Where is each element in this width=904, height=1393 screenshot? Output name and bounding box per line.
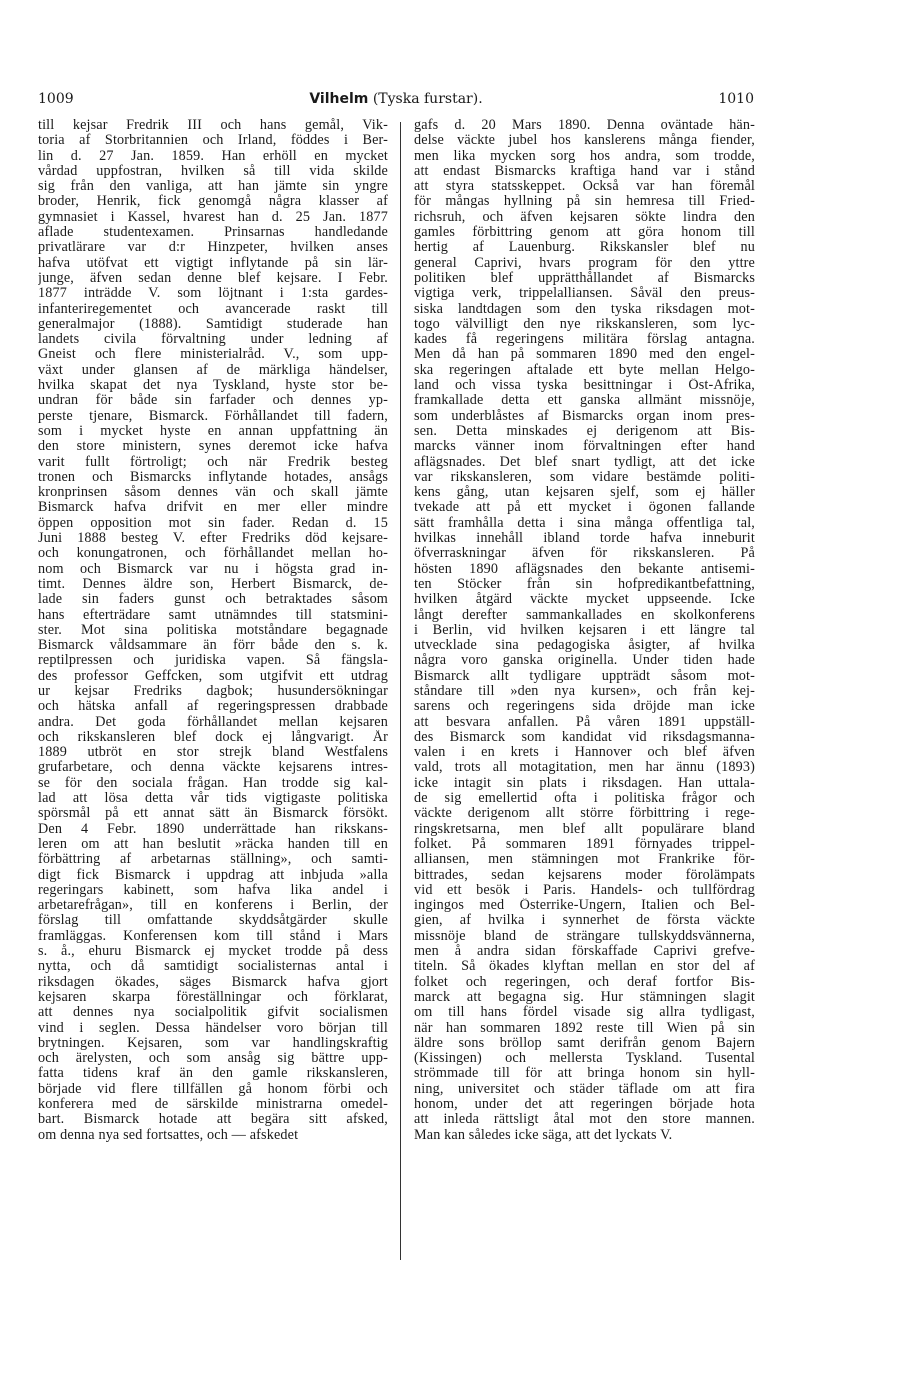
text-line: gien, af hvilka i synnerhet de första väckte	[414, 913, 755, 929]
text-line: var rikskansleren, som vidare bestämde politi-	[414, 469, 755, 485]
text-line: s. å., ehuru Bismarck ej mycket trodde på dess	[38, 944, 388, 960]
text-line: i Berlin, vid hvilken kejsaren i ett längre tal	[414, 622, 755, 638]
text-line: att besvara anfallen. På våren 1891 uppställ-	[414, 714, 755, 730]
text-line: ning, universitet och städer täflade om att fira	[414, 1081, 755, 1097]
text-line: landets civila förvaltning under ledning af	[38, 332, 388, 348]
text-line: ur kejsar Fredriks dagbok; husundersökningar	[38, 683, 388, 699]
running-title	[38, 88, 754, 110]
text-line: folket. På sommaren 1891 förnyades trippel-	[414, 836, 755, 852]
text-line: att inleda rättsligt åtal mot den store mannen.	[414, 1112, 755, 1128]
text-line: fatta tidens kraf än den gamle rikskansleren,	[38, 1066, 388, 1082]
text-line: icke intagit sin plats i riksdagen. Han uttala-	[414, 775, 755, 791]
text-line: ringskretsarna, men blef allt populärare bland	[414, 821, 755, 837]
text-line: timt. Dennes äldre son, Herbert Bismarck, de-	[38, 576, 388, 592]
text-line: marck att begagna sig. Hur stämningen slagit	[414, 989, 755, 1005]
text-line: förbättring af arbetarnas ställning», och samti-	[38, 852, 388, 868]
text-line: att styra statsskeppet. Också var han föremål	[414, 179, 755, 195]
text-line: strömmade till för att bringa honom sin hyll-	[414, 1066, 755, 1082]
text-line: brytningen. Kejsaren, som var handlingskraftig	[38, 1035, 388, 1051]
text-line: nytta, och då samtidigt socialisternas antal i	[38, 959, 388, 975]
text-line: Bismarck hafva drifvit en mer eller mindre	[38, 500, 388, 516]
text-line: ten Stöcker från sin hofpredikantbefattning,	[414, 576, 755, 592]
text-line: privatlärare var d:r Hinzpeter, hvilken anses	[38, 240, 388, 256]
text-line: broder, Henrik, fick genomgå några klasser af	[38, 194, 388, 210]
text-line: för mångas hyllning på sin hemresa till Fried-	[414, 194, 755, 210]
text-line: Men då han på sommaren 1890 med den engel-	[414, 347, 755, 363]
page-header	[38, 88, 754, 110]
text-line: började vid flere tillfällen gå honom förbi och	[38, 1081, 388, 1097]
text-line: kronprinsen såsom dennes vän och skall jämte	[38, 485, 388, 501]
text-line: alliansen, men stämningen mot Frankrike för-	[414, 852, 755, 868]
text-line: se för den sociala frågan. Han trodde sig kal-	[38, 775, 388, 791]
text-line: vid ett besök i Paris. Handels- och tullfördrag	[414, 882, 755, 898]
page-number-left: 1009	[38, 91, 74, 107]
text-line: hvilka skapat det nya Tyskland, hyste stor be-	[38, 378, 388, 394]
text-line: folket och regeringen, och deraf fortfor Bis-	[414, 974, 755, 990]
text-line: ska regeringen aftalade ett byte mellan Helgo-	[414, 362, 755, 378]
text-line: ingingos med Österrike-Ungern, Italien och Bel-	[414, 898, 755, 914]
text-line: general Caprivi, hvars program för den yttre	[414, 255, 755, 271]
text-line: hertig af Lauenburg. Rikskansler blef nu	[414, 240, 755, 256]
text-line: väckte derigenom allt större förbittring i rege-	[414, 806, 755, 822]
text-line: och konungatronen, och förhållandet mellan ho-	[38, 546, 388, 562]
text-line: hösten 1890 aflägsnades den bekante antisemi-	[414, 561, 755, 577]
text-line: siska landtdagen som den tyska riksdagen mot-	[414, 301, 755, 317]
text-line: undran för både sin farfader och dennes yp-	[38, 393, 388, 409]
text-line: Juni 1888 besteg V. efter Fredriks död kejsare-	[38, 531, 388, 547]
text-line: hvilkas innehåll ibland torde hafva inneburit	[414, 531, 755, 547]
text-line: förslag till omfattande skyddsåtgärder skulle	[38, 913, 388, 929]
text-line: öfverraskningar äfven för rikskansleren. På	[414, 546, 755, 562]
text-line: några voro ganska originella. Under tiden hade	[414, 653, 755, 669]
text-line: och ärelysten, och som ansåg sig bättre upp-	[38, 1051, 388, 1067]
text-line: 1877 inträdde V. som löjtnant i 1:sta gardes-	[38, 286, 388, 302]
text-line: titeln. Så ökades klyftan mellan en stor del af	[414, 959, 755, 975]
text-line: spörsmål på ett annat sätt än Bismarck försökt.	[38, 806, 388, 822]
text-line: växt under glansen af de märkliga händelser,	[38, 362, 388, 378]
text-line: gamles förbittring genom att göra honom till	[414, 225, 755, 241]
text-line: till kejsar Fredrik III och hans gemål, Vik-	[38, 118, 388, 133]
text-line: gymnasiet i Kassel, hvarest han d. 25 Jan. 1877	[38, 209, 388, 225]
text-line: hans efterträdare samt utnämndes till statsmini-	[38, 607, 388, 623]
text-line: sätt framhålla detta i sina många offentliga tal,	[414, 515, 755, 531]
text-line: lad att lösa detta vår tids vigtigaste politiska	[38, 791, 388, 807]
text-line: kens gång, utan kejsaren sjelf, som ej häller	[414, 485, 755, 501]
text-line: som underblåstes af Bismarcks organ inom pres-	[414, 408, 755, 424]
text-line: framläggas. Konferensen kom till stånd i Mars	[38, 928, 388, 944]
column-divider	[400, 122, 401, 1260]
text-line: reptilpressen och juridiska vapen. Så fängsla-	[38, 653, 388, 669]
text-line: des professor Geffcken, som utgifvit ett utdrag	[38, 668, 388, 684]
text-line: 1889 utbröt en stor strejk bland Westfalens	[38, 745, 388, 761]
text-line: togo välvilligt den nye rikskansleren, som lyc-	[414, 316, 755, 332]
text-line: när han sommaren 1892 reste till Wien på sin	[414, 1020, 755, 1036]
text-line: Bismarck våldsammare än förr både den s. k.	[38, 638, 388, 654]
text-line: utvecklade sina pedagogiska åsigter, af hvilka	[414, 638, 755, 654]
text-line: missnöje bland de strängare tullskyddsvännerna,	[414, 928, 755, 944]
text-line: och rikskansleren blef dock ej långvarigt. År	[38, 729, 388, 745]
text-line: des Bismarck som kandidat vid riksdagsmanna-	[414, 729, 755, 745]
text-line: tronen och Bismarcks inflytande hotades, ansågs	[38, 469, 388, 485]
text-line: om till hans fördel visade sig allra tydligast,	[414, 1005, 755, 1021]
text-line: lade sin faders gunst och betraktades såsom	[38, 592, 388, 608]
text-line: bart. Bismarck hotade att begära sitt afsked,	[38, 1112, 388, 1128]
text-line: gafs d. 20 Mars 1890. Denna oväntade hän-	[414, 118, 755, 133]
text-line: de sig emellertid ofta i politiska frågor och	[414, 791, 755, 807]
text-line: politiken blef upprätthållandet af Bismarcks	[414, 270, 755, 286]
text-line: som i mycket hyste en annan uppfattning än	[38, 423, 388, 439]
text-line: andra. Det goda förhållandet mellan kejsaren	[38, 714, 388, 730]
text-line: men lika mycken sorg hos andra, som trodde,	[414, 148, 755, 164]
text-line: den store ministern, synes deremot icke hafva	[38, 439, 388, 455]
text-line: att endast Bismarcks kraftiga hand var i stånd	[414, 163, 755, 179]
right-column	[414, 118, 755, 1143]
page-number-right: 1010	[718, 91, 754, 107]
text-line: vigtiga verk, trippelalliansen. Såväl den preus-	[414, 286, 755, 302]
text-line: hafva utöfvat ett vigtigt inflytande på sin lär-	[38, 255, 388, 271]
text-line: konferera med de särskilde ministrarna omedel-	[38, 1097, 388, 1112]
text-line: Den 4 Febr. 1890 underrättade han rikskans-	[38, 821, 388, 837]
text-line: om denna nya sed fortsattes, och — afskedet	[38, 1127, 299, 1143]
running-title-bold: Vilhelm	[309, 91, 369, 107]
text-line: tvekade att på ett mycket i ögonen fallande	[414, 500, 755, 516]
text-line: aflägsnades. Det blef snart tydligt, att det icke	[414, 454, 755, 470]
text-line: richsruh, och äfven kejsaren sökte lindra den	[414, 209, 755, 225]
running-title-rest: (Tyska furstar).	[368, 91, 483, 107]
text-line: kejsaren skarpa föreställningar och förklarat,	[38, 989, 388, 1005]
text-line: öppen opposition mot sin fader. Redan d. 15	[38, 515, 388, 531]
text-line: delse väckte jubel hos kanslerens många fiender,	[414, 133, 755, 149]
text-line: att dennes nya socialpolitik gifvit socialismen	[38, 1005, 388, 1021]
text-line: aflade studentexamen. Prinsarnas handledande	[38, 225, 388, 241]
text-line: sen. Detta minskades ej derigenom att Bis-	[414, 423, 755, 439]
text-line: land och vissa tyska besittningar i Öst-Afrika,	[414, 378, 755, 394]
text-line: Gneist och flere ministerialråd. V., som upp-	[38, 347, 388, 363]
text-line: kades få regeringens militära förslag antagna.	[414, 332, 755, 348]
text-line: grufarbetare, och denna väckte kejsarens intres-	[38, 760, 388, 776]
text-line: ståndare till »den nya kursen», och från kej-	[414, 683, 755, 699]
text-line: honom, under det att regeringen började hota	[414, 1097, 755, 1112]
text-line: sig från den vanliga, att han jämte sin yngre	[38, 179, 388, 195]
text-line: bittrades, sedan kejsarens moder förolämpats	[414, 867, 755, 883]
text-line: Man kan således icke säga, att det lyckats V.	[414, 1127, 673, 1143]
text-line: vind i seglen. Dessa händelser voro början till	[38, 1020, 388, 1036]
text-line: framkallade detta ett ganska allmänt missnöje,	[414, 393, 755, 409]
text-line: men å andra sidan förskaffade Caprivi grefve-	[414, 944, 755, 960]
text-line: arbetarefrågan», till en konferens i Berlin, der	[38, 898, 388, 914]
text-line: vald, trots all motagitation, men har ännu (1893)	[414, 760, 755, 776]
text-line: generalmajor (1888). Samtidigt studerade han	[38, 316, 388, 332]
text-line: toria af Storbritannien och Irland, föddes i Ber-	[38, 133, 388, 149]
text-line: äldre sons bröllop samt derifrån genom Bajern	[414, 1035, 755, 1051]
text-line: marcks vänner inom förvaltningen efter hand	[414, 439, 755, 455]
text-line: perste tjenare, Bismarck. Förhållandet till fadern,	[38, 408, 388, 424]
text-line: infanteriregementet och avancerade raskt till	[38, 301, 388, 317]
text-line: junge, äfven sedan denne blef kejsare. I Febr.	[38, 270, 388, 286]
text-line: leren om att han beslutit »räcka handen till en	[38, 836, 388, 852]
text-line: Bismarck allt tydligare uppträdt såsom mot-	[414, 668, 755, 684]
left-column	[38, 118, 388, 1143]
text-line: hvilken åtgärd väckte mycket uppseende. Icke	[414, 592, 755, 608]
text-line: ster. Mot sina politiska motståndare begagnade	[38, 622, 388, 638]
text-line: långt derefter sammankallades en skolkonferens	[414, 607, 755, 623]
text-line: digt fick Bismarck i uppdrag att inbjuda »alla	[38, 867, 388, 883]
text-line: valen i en krets i Hannover och blef äfven	[414, 745, 755, 761]
text-line: varit fullt förtroligt; och när Fredrik besteg	[38, 454, 388, 470]
text-line: och hätska anfall af regeringspressen drabbade	[38, 699, 388, 715]
text-line: sarens och regeringens sida dröjde man icke	[414, 699, 755, 715]
text-line: riksdagen ökades, säges Bismarck hafva gjort	[38, 974, 388, 990]
text-line: nom och Bismarck var nu i högsta grad in-	[38, 561, 388, 577]
text-line: lin d. 27 Jan. 1859. Han erhöll en mycket	[38, 148, 388, 164]
text-line: (Kissingen) och mellersta Tyskland. Tusental	[414, 1051, 755, 1067]
text-line: vårdad uppfostran, hvilken så till vida skilde	[38, 163, 388, 179]
text-line: regeringars kabinett, som hafva lika andel i	[38, 882, 388, 898]
